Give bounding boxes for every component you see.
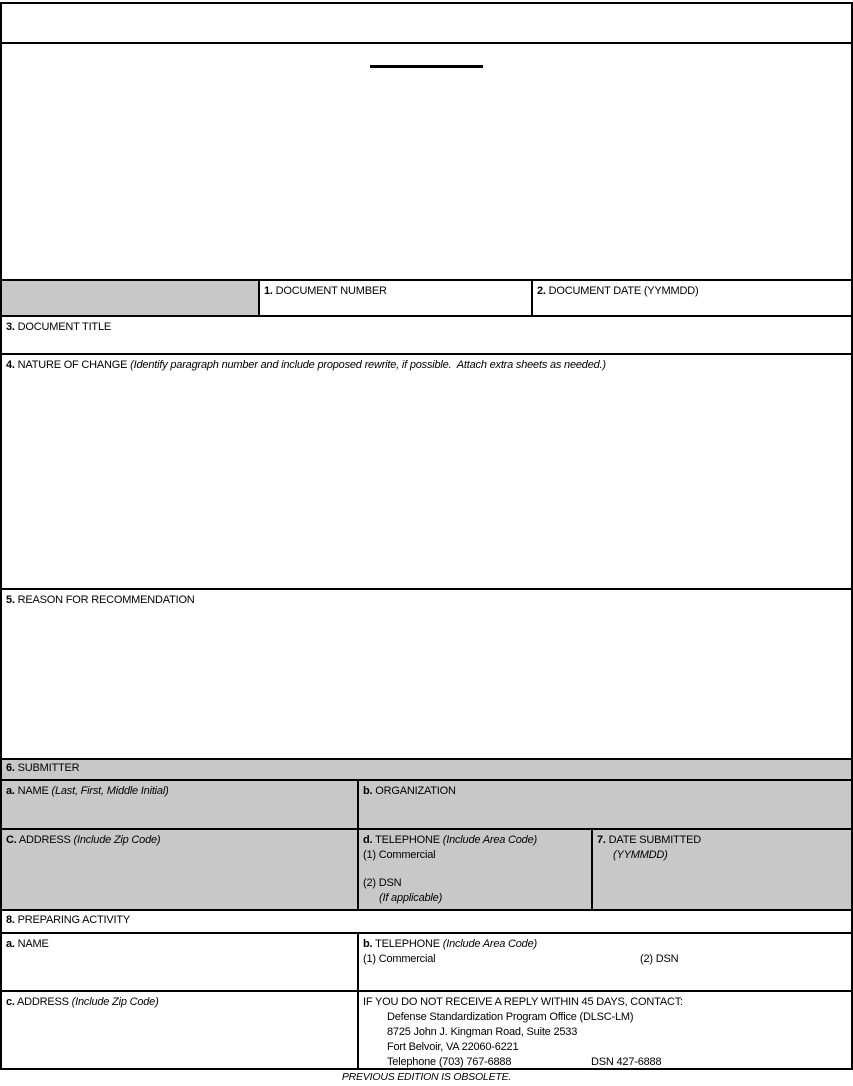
contact-telephone-line — [363, 1055, 847, 1068]
preparing-telephone-commercial[interactable]: (1) Commercial — [363, 953, 436, 965]
field-document-date[interactable] — [531, 281, 851, 315]
reason-num: 5. — [6, 594, 15, 606]
preparing-telephone-dsn[interactable]: (2) DSN — [640, 953, 679, 965]
submitter-name-num: a. — [6, 785, 15, 797]
nature-of-change-num: 4. — [6, 359, 15, 371]
document-id-row — [2, 279, 851, 315]
field-document-title[interactable] — [2, 317, 851, 353]
nature-of-change-row — [2, 353, 851, 588]
submitter-telephone-dsn-hint: (If applicable) — [379, 892, 443, 904]
instructions-title-underline — [370, 65, 483, 68]
preparing-telephone-num: b. — [363, 938, 373, 950]
submitter-address-row — [2, 828, 851, 909]
submitter-telephone-commercial[interactable]: (1) Commercial — [363, 849, 436, 861]
preparing-telephone-hint: (Include Area Code) — [442, 938, 537, 950]
preparing-name-num: a. — [6, 938, 15, 950]
contact-info-block — [357, 992, 851, 1068]
preparing-activity-text: PREPARING ACTIVITY — [17, 914, 130, 926]
document-title-row — [2, 315, 851, 353]
contact-intro: IF YOU DO NOT RECEIVE A REPLY WITHIN 45 DAYS, CONTACT: — [363, 996, 683, 1008]
submitter-org-num: b. — [363, 785, 373, 797]
preparing-address-text: ADDRESS — [17, 996, 72, 1008]
submitter-name-label — [6, 784, 353, 798]
submitter-text: SUBMITTER — [17, 762, 80, 774]
instructions-area — [2, 42, 851, 279]
submitter-telephone-dsn[interactable]: (2) DSN — [363, 877, 402, 889]
submitter-telephone-label — [363, 833, 587, 848]
preparing-activity-header-row — [2, 909, 851, 932]
submitter-telephone-hint: (Include Area Code) — [442, 834, 537, 846]
field-date-submitted[interactable] — [591, 830, 851, 909]
document-date-text: DOCUMENT DATE (YYMMDD) — [548, 285, 699, 297]
field-preparing-telephone[interactable] — [357, 934, 851, 990]
document-title-num: 3. — [6, 321, 15, 333]
submitter-telephone-text: TELEPHONE — [375, 834, 443, 846]
nature-of-change-text: NATURE OF CHANGE — [17, 359, 128, 371]
date-submitted-num: 7. — [597, 834, 606, 846]
field-submitter-telephone[interactable] — [357, 830, 591, 909]
document-number-num: 1. — [264, 285, 273, 297]
field-document-number[interactable] — [258, 281, 531, 315]
field-reason[interactable] — [2, 590, 851, 758]
document-date-label — [537, 284, 847, 298]
submitter-name-hint: (Last, First, Middle Initial) — [51, 785, 169, 797]
submitter-num: 6. — [6, 762, 15, 774]
reason-label — [6, 593, 847, 607]
submitter-name-org-row — [2, 779, 851, 828]
field-preparing-address[interactable] — [2, 992, 357, 1068]
date-submitted-text: DATE SUBMITTED — [608, 834, 701, 846]
field-submitter-name[interactable] — [2, 781, 357, 828]
document-date-num: 2. — [537, 285, 546, 297]
preparing-address-row — [2, 990, 851, 1068]
reason-row — [2, 588, 851, 758]
preparing-activity-header — [2, 911, 851, 932]
submitter-address-label — [6, 833, 353, 847]
submitter-telephone-num: d. — [363, 834, 373, 846]
nature-of-change-hint: (Identify paragraph number and include proposed rewrite, if possible. Attach extra sheets as needed.) — [130, 359, 606, 371]
reason-text: REASON FOR RECOMMENDATION — [17, 594, 195, 606]
submitter-org-text: ORGANIZATION — [375, 785, 456, 797]
document-number-label — [264, 284, 527, 298]
submitter-header — [2, 760, 851, 779]
submitter-name-text: NAME — [17, 785, 52, 797]
instructions-cell — [2, 44, 851, 279]
field-nature-of-change[interactable] — [2, 355, 851, 588]
contact-city: Fort Belvoir, VA 22060-6221 — [387, 1041, 519, 1053]
submitter-org-label — [363, 784, 847, 798]
contact-office: Defense Standardization Program Office (DLSC-LM) — [387, 1011, 634, 1023]
preparing-address-label — [6, 995, 353, 1009]
submitter-address-num: C. — [6, 834, 17, 846]
contact-telephone: Telephone (703) 767-6888 — [387, 1056, 512, 1068]
preparing-address-num: c. — [6, 996, 15, 1008]
preparing-address-hint: (Include Zip Code) — [71, 996, 159, 1008]
preparing-name-text: NAME — [17, 938, 49, 950]
preparing-name-label — [6, 937, 353, 951]
submitter-address-text: ADDRESS — [18, 834, 74, 846]
preparing-telephone-lines — [363, 952, 847, 967]
form-header-band — [2, 4, 851, 42]
field-submitter-address[interactable] — [2, 830, 357, 909]
field-submitter-organization[interactable] — [357, 781, 851, 828]
submitter-header-row — [2, 758, 851, 779]
date-submitted-label — [597, 833, 847, 848]
nature-of-change-label — [6, 358, 847, 372]
previous-edition-note: PREVIOUS EDITION IS OBSOLETE. — [341, 1071, 512, 1083]
shaded-corner-cell — [2, 281, 258, 315]
document-title-label — [6, 320, 847, 334]
preparing-telephone-label — [363, 937, 847, 952]
form-header-empty-cell — [2, 4, 851, 42]
preparing-activity-num: 8. — [6, 914, 15, 926]
document-number-text: DOCUMENT NUMBER — [275, 285, 387, 297]
preparing-telephone-text: TELEPHONE — [375, 938, 443, 950]
submitter-address-hint: (Include Zip Code) — [73, 834, 161, 846]
improvement-proposal-form — [0, 2, 853, 1070]
date-submitted-hint: (YYMMDD) — [613, 849, 668, 861]
contact-street: 8725 John J. Kingman Road, Suite 2533 — [387, 1026, 578, 1038]
field-preparing-name[interactable] — [2, 934, 357, 990]
document-title-text: DOCUMENT TITLE — [17, 321, 111, 333]
contact-dsn: DSN 427-6888 — [591, 1056, 662, 1068]
preparing-name-row — [2, 932, 851, 990]
